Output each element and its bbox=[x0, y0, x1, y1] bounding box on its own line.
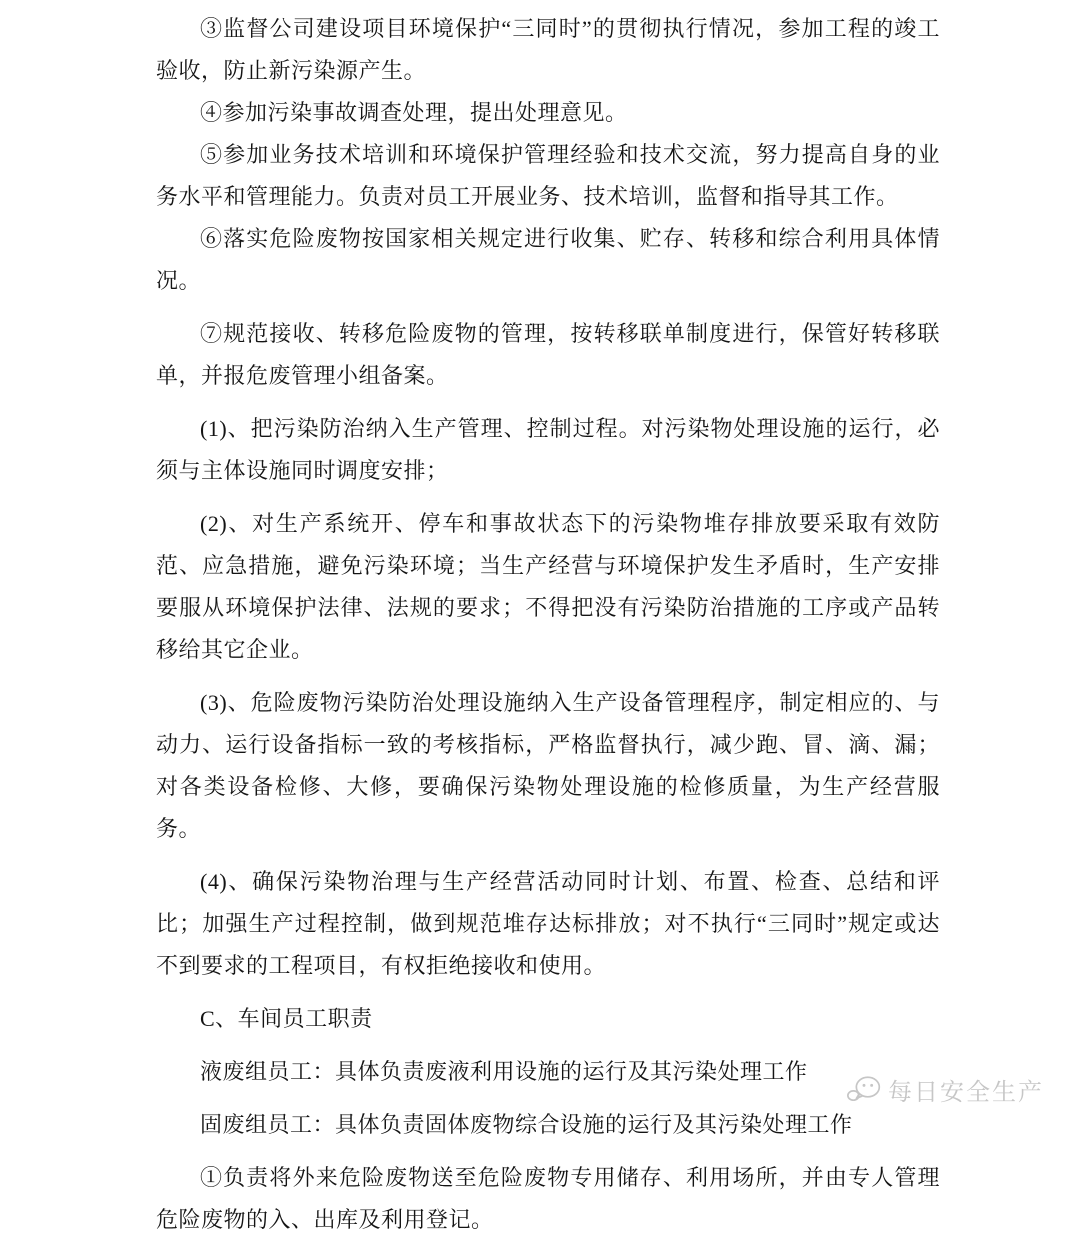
paragraph: ①负责将外来危险废物送至危险废物专用储存、利用场所，并由专人管理危险废物的入、出库及利用登记。 bbox=[156, 1165, 940, 1232]
paragraph: ⑤参加业务技术培训和环境保护管理经验和技术交流，努力提高自身的业务水平和管理能力。负责对员工开展业务、技术培训，监督和指导其工作。 bbox=[156, 142, 940, 209]
paragraph: ⑥落实危险废物按国家相关规定进行收集、贮存、转移和综合利用具体情况。 bbox=[156, 226, 940, 293]
paragraph: (2)、对生产系统开、停车和事故状态下的污染物堆存排放要采取有效防范、应急措施，避免污染环境；当生产经营与环境保护发生矛盾时，生产安排要服从环境保护法律、法规的要求；不得把没有污染防治措施的工序或产品转移给其它企业。 bbox=[156, 511, 940, 662]
paragraph: C、车间员工职责 bbox=[200, 1006, 373, 1031]
paragraph: 液废组员工：具体负责废液利用设施的运行及其污染处理工作 bbox=[200, 1059, 808, 1084]
paragraph: (4)、确保污染物治理与生产经营活动同时计划、布置、检查、总结和评比；加强生产过程控制，做到规范堆存达标排放；对不执行“三同时”规定或达不到要求的工程项目，有权拒绝接收和使用。 bbox=[156, 869, 940, 978]
paragraph: (1)、把污染防治纳入生产管理、控制过程。对污染物处理设施的运行，必须与主体设施同时调度安排； bbox=[156, 416, 940, 483]
paragraph: ⑦规范接收、转移危险废物的管理，按转移联单制度进行，保管好转移联单，并报危废管理小组备案。 bbox=[156, 321, 940, 388]
paragraph: ④参加污染事故调查处理，提出处理意见。 bbox=[200, 100, 628, 125]
paragraph: (3)、危险废物污染防治处理设施纳入生产设备管理程序，制定相应的、与动力、运行设备指标一致的考核指标，严格监督执行，减少跑、冒、滴、漏；对各类设备检修、大修，要确保污染物处理设施的检修质量，为生产经营服务。 bbox=[156, 690, 940, 841]
paragraph: ③监督公司建设项目环境保护“三同时”的贯彻执行情况，参加工程的竣工验收，防止新污染源产生。 bbox=[156, 16, 940, 83]
watermark-label: 每日安全生产 bbox=[888, 1080, 1044, 1106]
paragraph: 固废组员工：具体负责固体废物综合设施的运行及其污染处理工作 bbox=[200, 1112, 853, 1137]
